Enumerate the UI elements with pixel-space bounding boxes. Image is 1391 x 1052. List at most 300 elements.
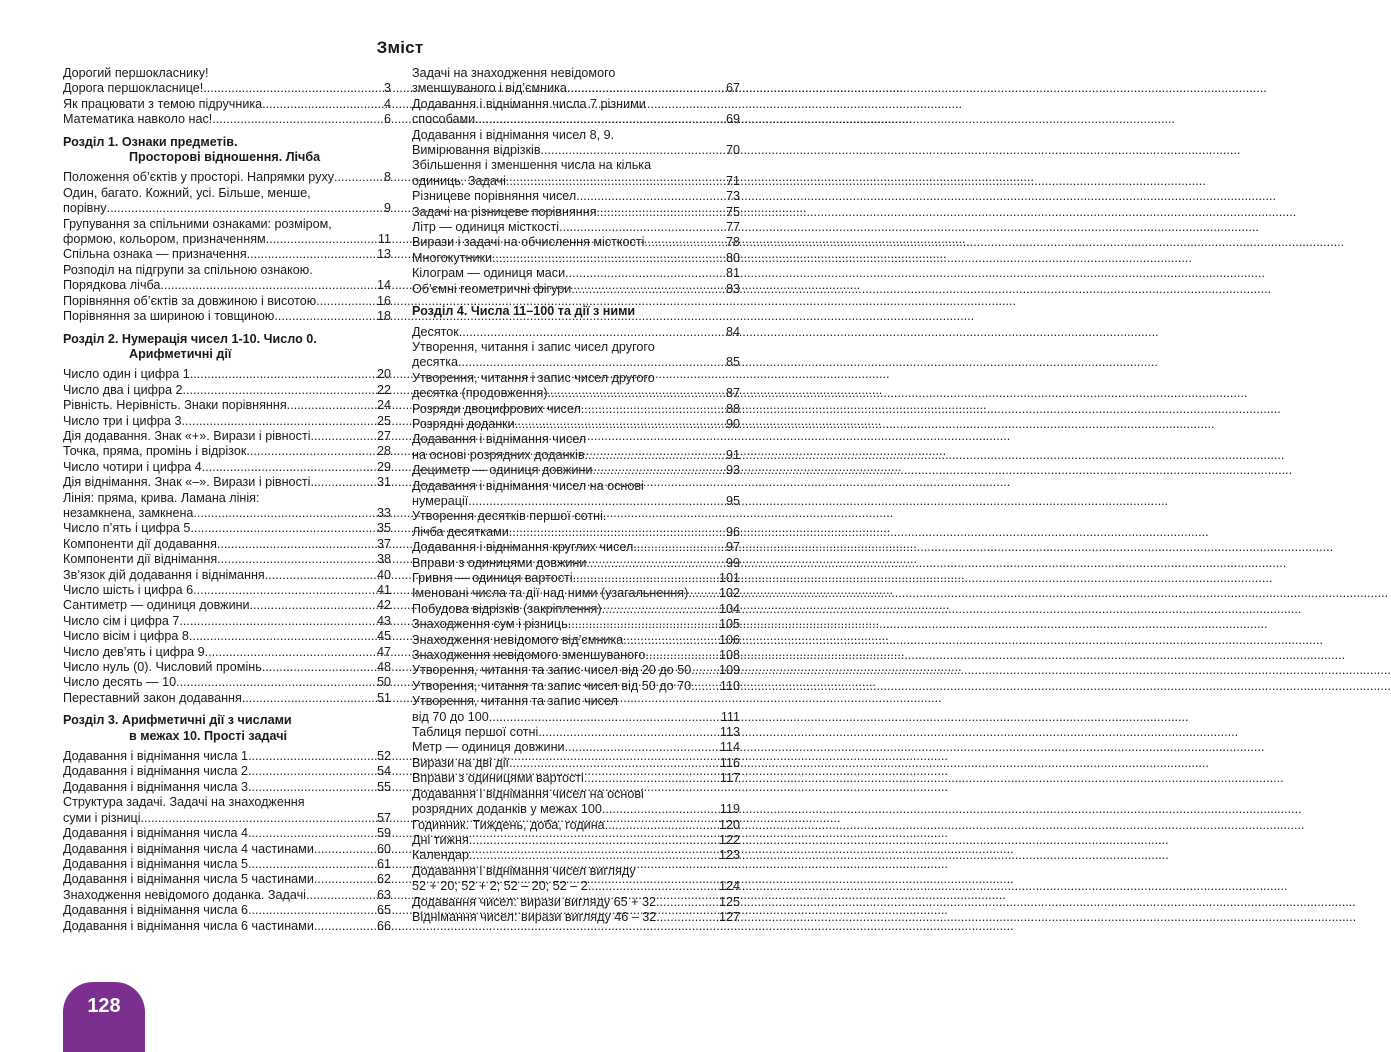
toc-entry[interactable] — [412, 602, 740, 617]
toc-page-number: 52 — [376, 749, 391, 764]
toc-entry-row — [412, 417, 740, 432]
toc-entry-text: Число два і цифра 2 — [63, 382, 183, 397]
leader-dots — [567, 81, 725, 96]
toc-entry-text: Як працювати з темою підручника — [63, 96, 263, 111]
toc-entry-text: Число три і цифра 3 — [63, 413, 182, 428]
leader-dots — [565, 740, 719, 755]
leader-dots — [645, 648, 718, 663]
leader-dots — [107, 201, 383, 216]
toc-page-number: 66 — [376, 918, 391, 933]
toc-entry-row — [63, 66, 391, 81]
toc-entry[interactable] — [63, 598, 391, 613]
toc-page-number: 62 — [376, 872, 391, 887]
toc-entry-row — [63, 506, 391, 521]
toc-entry-text: формою, кольором, призначенням — [63, 232, 266, 247]
toc-entry[interactable] — [412, 266, 740, 281]
toc-entry-row — [63, 645, 391, 660]
toc-entry[interactable] — [412, 509, 740, 540]
toc-entry-row — [412, 325, 740, 340]
toc-entry-text: Додавання і віднімання числа 5 частинами — [63, 872, 314, 887]
toc-page-number: 111 — [720, 709, 740, 724]
toc-entry-text: Структура задачі. Задачі на знаходження — [63, 795, 305, 810]
toc-entry-row — [412, 251, 740, 266]
toc-entry-text: Число десять — 10 — [63, 675, 177, 690]
leader-dots — [190, 367, 376, 382]
toc-entry[interactable] — [412, 479, 740, 510]
leader-dots — [691, 663, 718, 678]
toc-entry[interactable] — [63, 81, 391, 96]
leader-dots — [250, 598, 376, 613]
toc-entry-text: Кілограм — одиниця маси — [412, 266, 566, 281]
toc-entry[interactable] — [412, 402, 740, 417]
toc-entry[interactable] — [412, 617, 740, 632]
toc-entry[interactable] — [63, 170, 391, 185]
toc-entry-text: Дія додавання. Знак «+». Вирази і рівності — [63, 428, 311, 443]
leader-dots — [310, 475, 376, 490]
leader-dots — [469, 833, 718, 848]
toc-entry-row — [63, 660, 391, 675]
toc-entry-row — [412, 386, 740, 401]
leader-dots — [571, 282, 725, 297]
toc-entry[interactable] — [63, 444, 391, 459]
toc-entry[interactable] — [412, 663, 740, 678]
leader-dots — [179, 614, 376, 629]
toc-entry[interactable] — [412, 571, 740, 586]
toc-page-number: 55 — [376, 779, 391, 794]
toc-page-number: 71 — [725, 173, 740, 188]
toc-entry[interactable] — [63, 660, 391, 675]
section-heading-line: Арифметичні дії — [129, 346, 232, 361]
toc-entry-row — [63, 903, 391, 918]
toc-entry[interactable] — [63, 614, 391, 629]
leader-dots — [515, 417, 725, 432]
toc-entry[interactable] — [412, 128, 740, 159]
toc-page-number: 33 — [376, 505, 391, 520]
toc-entry-text: розрядних доданків у межах 100 — [412, 802, 602, 817]
toc-page-number: 70 — [725, 143, 740, 158]
toc-entry[interactable] — [63, 537, 391, 552]
toc-entry-text: Утворення, читання та запис чисел — [412, 694, 618, 709]
leader-dots — [242, 691, 376, 706]
toc-page-number: 90 — [725, 416, 740, 431]
toc-page-number: 80 — [725, 250, 740, 265]
toc-entry-text: Додавання чисел: вирази вигляду 65 + 32 — [412, 894, 656, 909]
toc-entry-row — [63, 857, 391, 872]
toc-entry-text: суми і різниці — [63, 810, 141, 825]
leader-dots — [205, 645, 376, 660]
toc-entry-row — [63, 232, 391, 247]
toc-entry[interactable] — [63, 475, 391, 490]
leader-dots — [248, 780, 376, 795]
toc-entry[interactable] — [412, 251, 740, 266]
toc-entry[interactable] — [412, 694, 740, 725]
toc-entry[interactable] — [412, 895, 740, 910]
toc-entry[interactable] — [63, 521, 391, 536]
toc-entry[interactable] — [63, 780, 391, 795]
toc-entry-row — [412, 189, 740, 204]
toc-page-number: 47 — [376, 644, 391, 659]
toc-page-number: 11 — [377, 232, 391, 247]
toc-page-number: 35 — [376, 521, 391, 536]
toc-entry[interactable] — [412, 417, 740, 432]
toc-entry[interactable] — [63, 568, 391, 583]
toc-entry[interactable] — [63, 795, 391, 826]
leader-dots — [316, 294, 376, 309]
toc-entry-row — [412, 879, 740, 894]
toc-entry-row — [63, 309, 391, 324]
toc-entry-text: Один, багато. Кожний, усі. Більше, менше, — [63, 185, 311, 200]
toc-entry[interactable] — [63, 414, 391, 429]
leader-dots — [262, 97, 383, 112]
leader-dots — [475, 112, 725, 127]
leader-dots — [212, 112, 383, 127]
toc-entry-text: Знаходження невідомого доданка. Задачі — [63, 887, 306, 902]
leader-dots — [688, 586, 718, 601]
toc-page-number: 31 — [376, 475, 391, 490]
toc-entry[interactable] — [63, 263, 391, 294]
leader-dots — [266, 232, 377, 247]
toc-entry[interactable] — [412, 540, 740, 555]
toc-entry[interactable] — [412, 833, 740, 848]
leader-dots — [548, 386, 725, 401]
toc-entry-text: Вирази на дві дії — [412, 755, 510, 770]
toc-page-number: 25 — [376, 413, 391, 428]
toc-entry-text: Задачі на знаходження невідомого — [412, 66, 616, 80]
toc-entry[interactable] — [63, 645, 391, 660]
section-heading-line: Просторові відношення. Лічба — [129, 150, 321, 165]
toc-entry[interactable] — [63, 367, 391, 382]
toc-entry-row — [412, 617, 740, 632]
toc-entry-text: Утворення, читання та запис чисел від 50 до 70 — [412, 678, 692, 693]
toc-entry-row — [412, 586, 740, 601]
toc-entry[interactable] — [412, 282, 740, 297]
leader-dots — [538, 725, 719, 740]
toc-entry-text: Дорога першокласнице! — [63, 81, 204, 96]
toc-page-number: 20 — [376, 367, 391, 382]
toc-entry[interactable] — [63, 460, 391, 475]
toc-entry-row — [63, 97, 391, 112]
toc-entry[interactable] — [412, 586, 740, 601]
toc-entry[interactable] — [412, 66, 740, 97]
toc-entry-row — [412, 282, 740, 297]
toc-entry-text: Утворення десятків першої сотні. — [412, 509, 607, 524]
toc-entry-text: Календар — [412, 848, 470, 863]
toc-entry[interactable] — [412, 679, 740, 694]
leader-dots — [588, 879, 718, 894]
leader-dots — [334, 170, 383, 185]
toc-entry-row — [63, 201, 391, 216]
section-heading-line: Розділ 3. Арифметичні дії з числами — [63, 713, 292, 728]
toc-entry-row — [412, 818, 740, 833]
toc-page-number: 93 — [725, 463, 740, 478]
toc-entry-text: Додавання і віднімання числа 2 — [63, 764, 249, 779]
toc-entry-row — [63, 842, 391, 857]
toc-entry-row — [63, 537, 391, 552]
toc-entry-row — [63, 691, 391, 706]
leader-dots — [458, 355, 725, 370]
toc-entry[interactable] — [63, 764, 391, 779]
leader-dots — [602, 802, 719, 817]
toc-entry-text: Додавання і віднімання числа 6 частинами — [63, 918, 314, 933]
toc-entry-row — [412, 679, 740, 694]
toc-entry-text: Об’ємні геометричні фігури — [412, 281, 572, 296]
toc-entry[interactable] — [63, 872, 391, 887]
toc-entry[interactable] — [412, 648, 740, 663]
toc-page-number: 87 — [725, 386, 740, 401]
leader-dots — [274, 309, 376, 324]
toc-entry[interactable] — [63, 629, 391, 644]
toc-entry-text: Знаходження сум і різниць — [412, 617, 568, 632]
toc-entry-text: Додавання і віднімання чисел вигляду — [412, 863, 636, 878]
toc-page-number: 27 — [376, 428, 391, 443]
toc-entry-text: Десяток — [412, 324, 459, 339]
toc-entry-row — [63, 414, 391, 429]
toc-entry-text: Дні тижня — [412, 832, 469, 847]
toc-entry-row — [412, 494, 740, 509]
toc-page-number: 63 — [376, 887, 391, 902]
toc-page-number: 60 — [376, 841, 391, 856]
toc-entry[interactable] — [412, 235, 740, 250]
toc-entry-text: Число шість і цифра 6 — [63, 583, 194, 597]
toc-entry-text: Положення об’єктів у просторі. Напрямки руху — [63, 170, 335, 185]
toc-entry[interactable] — [63, 186, 391, 217]
toc-entry[interactable] — [63, 309, 391, 324]
toc-page-number: 40 — [376, 567, 391, 582]
toc-entry[interactable] — [63, 294, 391, 309]
toc-page-number: 81 — [725, 266, 740, 281]
toc-entry-text: Іменовані числа та дії над ними (узагальнення) — [412, 586, 689, 601]
leader-dots — [602, 602, 718, 617]
toc-page-number: 50 — [376, 675, 391, 690]
section-heading-line: Розділ 1. Ознаки предметів. — [63, 134, 238, 149]
toc-entry[interactable] — [63, 97, 391, 112]
toc-entry-text: Вправи з одиницями довжини — [412, 555, 587, 570]
toc-entry-text: незамкнена, замкнена — [63, 505, 194, 520]
toc-entry[interactable] — [412, 189, 740, 204]
toc-entry-row — [63, 552, 391, 567]
toc-entry-text: зменшуваного і від’ємника — [412, 81, 567, 96]
toc-entry[interactable] — [63, 112, 391, 127]
toc-entry[interactable] — [412, 740, 740, 755]
toc-entry-text: Віднімання чисел: вирази вигляду 46 – 32 — [412, 909, 657, 924]
toc-entry[interactable] — [63, 66, 391, 81]
toc-entry-text: Додавання і віднімання числа 7 різними — [412, 96, 646, 111]
toc-entry[interactable] — [63, 491, 391, 522]
toc-page-number: 106 — [718, 632, 740, 647]
toc-page-number: 122 — [718, 832, 740, 847]
toc-entry[interactable] — [412, 556, 740, 571]
leader-dots — [265, 568, 376, 583]
leader-dots — [160, 278, 376, 293]
toc-page-number: 67 — [725, 81, 740, 96]
toc-entry-row — [63, 598, 391, 613]
toc-entry[interactable] — [412, 371, 740, 402]
toc-page-number: 48 — [376, 660, 391, 675]
toc-page-number: 24 — [376, 398, 391, 413]
toc-entry[interactable] — [63, 675, 391, 690]
toc-entry-text: Знаходження невідомого зменшуваного — [412, 648, 646, 663]
toc-entry[interactable] — [412, 756, 740, 771]
toc-page-number: 18 — [376, 309, 391, 324]
toc-entry-row — [412, 81, 740, 96]
toc-entry[interactable] — [63, 857, 391, 872]
toc-entry-text: Додавання і віднімання числа 6 — [63, 903, 249, 918]
leader-dots — [193, 506, 376, 521]
toc-entry[interactable] — [63, 247, 391, 262]
toc-entry-text: Дія віднімання. Знак «–». Вирази і рівності — [63, 475, 311, 490]
toc-entry-row — [412, 402, 740, 417]
page-title: Зміст — [376, 38, 424, 57]
toc-entry[interactable] — [63, 583, 391, 598]
toc-entry-row — [412, 266, 740, 281]
toc-page-number: 88 — [725, 401, 740, 416]
toc-entry-text: Лічба десятками — [412, 524, 509, 539]
leader-dots — [568, 617, 718, 632]
toc-entry-row — [63, 568, 391, 583]
toc-page-number: 127 — [718, 909, 740, 924]
toc-page-number: 22 — [376, 382, 391, 397]
toc-entry-text: Число один і цифра 1 — [63, 367, 190, 382]
toc-entry[interactable] — [412, 432, 740, 463]
section-heading — [412, 304, 740, 319]
toc-entry-text: Компоненти дії додавання — [63, 536, 217, 551]
leader-dots — [183, 383, 376, 398]
toc-page-number: 42 — [376, 598, 391, 613]
toc-entry-text: Розрядні доданки — [412, 416, 515, 431]
leader-dots — [248, 764, 376, 779]
toc-entry-text: Розряди двоцифрових чисел — [412, 401, 581, 416]
leader-dots — [492, 251, 725, 266]
toc-entry[interactable] — [412, 848, 740, 863]
toc-page-number: 59 — [376, 826, 391, 841]
toc-entry[interactable] — [63, 552, 391, 567]
toc-entry[interactable] — [63, 919, 391, 934]
toc-entry-text: одиниць. Задачі — [412, 173, 506, 188]
toc-entry-row — [412, 602, 740, 617]
toc-entry[interactable] — [412, 818, 740, 833]
toc-entry-row — [412, 633, 740, 648]
toc-entry[interactable] — [412, 633, 740, 648]
toc-page-number: 95 — [725, 493, 740, 508]
leader-dots — [468, 494, 725, 509]
leader-dots — [314, 872, 376, 887]
toc-entry-row — [63, 278, 391, 293]
toc-entry-row — [412, 174, 740, 189]
toc-entry-text: порівну — [63, 201, 107, 216]
toc-entry[interactable] — [412, 771, 740, 786]
section-heading — [63, 713, 391, 744]
section-heading-line: в межах 10. Прості задачі — [129, 728, 288, 743]
toc-page-number: 108 — [718, 648, 740, 663]
toc-page-number: 4 — [383, 96, 391, 111]
toc-entry[interactable] — [63, 826, 391, 841]
leader-dots — [581, 402, 725, 417]
toc-entry-row — [63, 475, 391, 490]
toc-entry-text: Збільшення і зменшення числа на кілька — [412, 158, 652, 173]
leader-dots — [248, 903, 376, 918]
toc-entry-row — [412, 663, 740, 678]
toc-entry-row — [63, 872, 391, 887]
toc-page-number: 75 — [725, 204, 740, 219]
toc-entry[interactable] — [63, 217, 391, 248]
toc-page-number: 6 — [383, 112, 391, 127]
toc-entry[interactable] — [412, 787, 740, 818]
leader-dots — [141, 811, 376, 826]
toc-entry-row — [412, 725, 740, 740]
toc-entry-text: Додавання і віднімання чисел на основі — [412, 478, 644, 493]
toc-entry-text: Годинник. Тиждень, доба, година — [412, 817, 605, 832]
toc-entry-text: Утворення, читання і запис чисел другого — [412, 339, 655, 354]
toc-entry-row — [63, 583, 391, 598]
toc-entry-text: Вимірювання відрізків — [412, 143, 541, 158]
toc-entry-text: Число вісім і цифра 8 — [63, 629, 189, 644]
toc-entry-row — [412, 740, 740, 755]
toc-entry-text: Компоненти дії віднімання — [63, 552, 218, 567]
toc-entry[interactable] — [63, 398, 391, 413]
leader-dots — [573, 571, 718, 586]
toc-entry-text: Дециметр — одиниця довжини — [412, 463, 593, 478]
toc-entry-row — [412, 910, 740, 925]
toc-entry[interactable] — [63, 383, 391, 398]
toc-page-number: 124 — [718, 879, 740, 894]
toc-entry[interactable] — [412, 864, 740, 895]
toc-entry-row — [63, 614, 391, 629]
toc-entry-row — [63, 764, 391, 779]
toc-page-number: 116 — [719, 755, 740, 770]
toc-entry[interactable] — [63, 842, 391, 857]
toc-entry-text: Літр — одиниця місткості — [412, 220, 560, 235]
toc-entry-row — [412, 802, 740, 817]
toc-entry[interactable] — [412, 220, 740, 235]
leader-dots — [576, 189, 725, 204]
toc-entry[interactable] — [63, 429, 391, 444]
toc-entry[interactable] — [412, 340, 740, 371]
toc-entry[interactable] — [412, 205, 740, 220]
toc-entry-text: Розподіл на підгрупи за спільною ознакою. — [63, 262, 313, 277]
toc-page-number: 57 — [376, 810, 391, 825]
leader-dots — [559, 220, 725, 235]
toc-entry[interactable] — [412, 910, 740, 925]
toc-column-left — [63, 66, 391, 934]
toc-entry[interactable] — [412, 725, 740, 740]
leader-dots — [656, 895, 718, 910]
toc-page-number: 65 — [376, 903, 391, 918]
toc-entry-text: Додавання і віднімання чисел — [412, 432, 587, 447]
toc-page-number: 16 — [376, 293, 391, 308]
leader-dots — [633, 540, 725, 555]
toc-page-number: 105 — [718, 617, 740, 632]
section-heading — [63, 332, 391, 363]
toc-entry[interactable] — [412, 325, 740, 340]
leader-dots — [691, 679, 719, 694]
toc-page-number: 14 — [376, 278, 391, 293]
toc-entry-text: Спільна ознака — призначення — [63, 247, 247, 262]
toc-entry-text: Додавання і віднімання круглих чисел — [412, 540, 634, 555]
page-number-badge — [63, 982, 145, 1052]
leader-dots — [489, 710, 720, 725]
toc-entry-row — [63, 367, 391, 382]
leader-dots — [247, 247, 376, 262]
toc-entry[interactable] — [412, 158, 740, 189]
toc-entry[interactable] — [63, 903, 391, 918]
toc-entry[interactable] — [412, 463, 740, 478]
leader-dots — [586, 556, 725, 571]
leader-dots — [248, 749, 376, 764]
toc-entry[interactable] — [412, 97, 740, 128]
toc-entry[interactable] — [63, 888, 391, 903]
toc-entry[interactable] — [63, 691, 391, 706]
toc-entry[interactable] — [63, 749, 391, 764]
